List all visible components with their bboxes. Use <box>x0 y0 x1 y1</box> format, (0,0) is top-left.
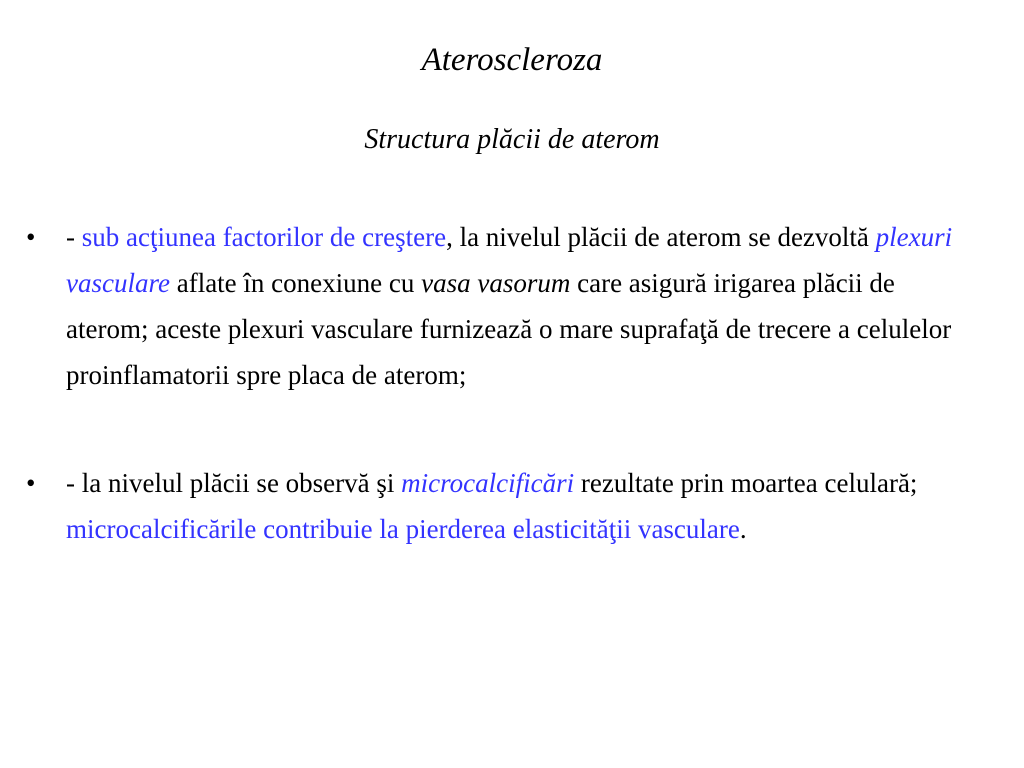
bullet-1-text-3: care asigură irigarea plăcii de aterom; aceste plexuri vasculare furnizează o mare suprafaţă de trecere a celulelor proinflamatorii spre placa de aterom; <box>66 268 952 390</box>
bullet-marker-icon: • <box>26 222 36 252</box>
bullet-1-prefix: - <box>66 222 82 252</box>
bullet-2-highlight-italic: microcalcificări <box>401 468 575 498</box>
bullet-2-highlight: microcalcificările contribuie la pierderea elasticităţii vasculare <box>66 514 740 544</box>
bullet-item-2 <box>0 460 1024 552</box>
bullet-1-text-2: aflate în conexiune cu <box>169 268 422 298</box>
bullet-list <box>0 214 1024 552</box>
slide-title: Ateroscleroza <box>421 42 603 78</box>
bullet-2-text-1: - la nivelul plăcii se observă şi <box>66 468 402 498</box>
bullet-1-italic-term: vasa vasorum <box>421 268 571 298</box>
slide-subtitle: Structura plăcii de aterom <box>364 124 660 155</box>
bullet-1-highlight: sub acţiunea factorilor de creştere <box>81 222 447 252</box>
bullet-2-text-2: rezultate prin moartea celulară; <box>574 468 918 498</box>
bullet-2-text-3: . <box>739 514 747 544</box>
bullet-1-highlight-italic: plexuri vasculare <box>66 222 953 298</box>
bullet-item-1 <box>0 214 1024 398</box>
bullet-1-text-1: , la nivelul plăcii de aterom se dezvoltă <box>446 222 876 252</box>
bullet-marker-icon: • <box>26 468 36 498</box>
